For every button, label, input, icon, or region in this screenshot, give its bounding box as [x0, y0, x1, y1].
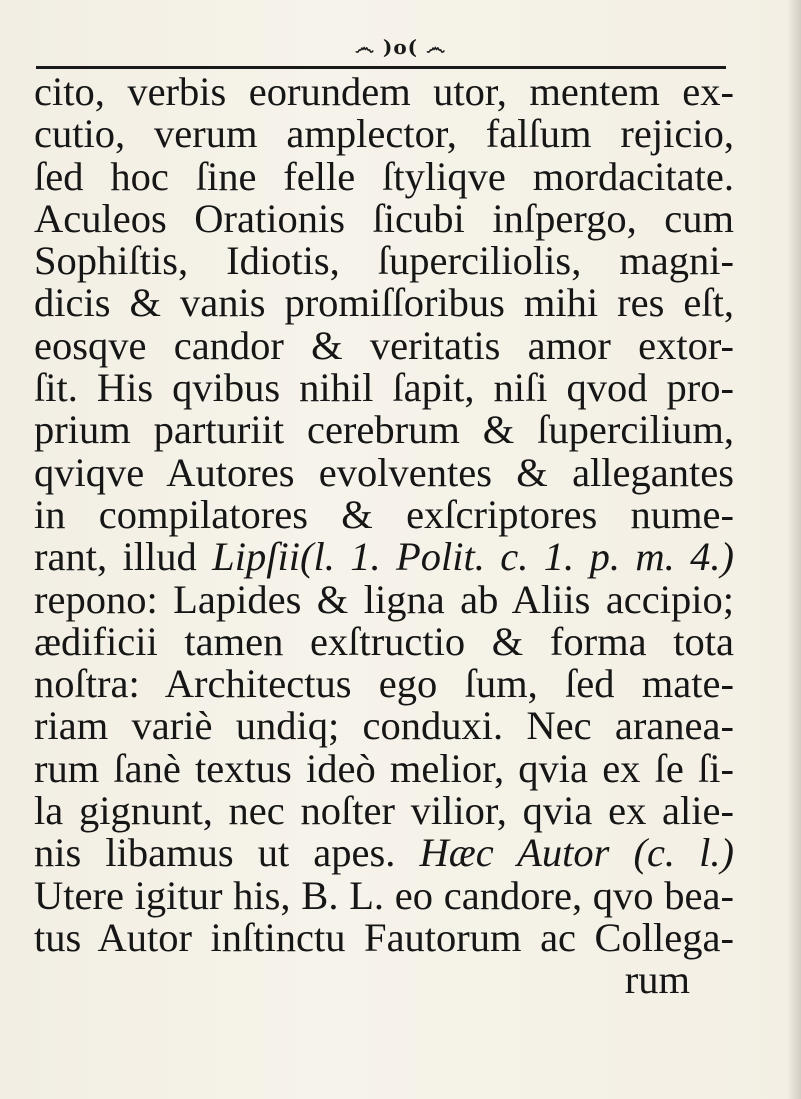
text-line: la gignunt, nec noſter vilior, qvia ex alie- [34, 788, 734, 834]
text-line: ſed hoc ſine felle ſtyliqve mordacitate. [34, 153, 734, 199]
text-line: cutio, verum amplector, falſum rejicio, [34, 111, 734, 157]
text-line: Sophiſtis, Idiotis, ſuperciliolis, magni- [34, 238, 734, 284]
text-line: Aculeos Orationis ſicubi inſpergo, cum [34, 195, 734, 241]
text-line: prium parturiit cerebrum & ſupercilium, [34, 407, 734, 453]
citation-reference: (c. l.) [633, 830, 735, 876]
catchword: rum [624, 957, 690, 1003]
page-edge-shadow [787, 0, 801, 1099]
text-line: cito, verbis eorundem utor, mentem ex- [34, 69, 734, 114]
text-line: Utere igitur his, B. L. eo candore, qvo bea- [34, 872, 734, 918]
text-line: dicis & vanis promiſſoribus mihi res eſt, [34, 280, 734, 326]
text-line: riam variè undiq; conduxi. Nec aranea- [34, 703, 734, 749]
line-text: nis libamus ut apes. [34, 830, 396, 876]
header-ornament: ෴ )o( ෴ [354, 35, 447, 59]
text-line: rum ſanè textus ideò melior, qvia ex ſe ſi- [34, 745, 734, 791]
text-line-with-citation [34, 832, 734, 874]
text-line: ſit. His qvibus nihil ſapit, niſi qvod pro- [34, 365, 734, 411]
text-line: in compilatores & exſcriptores nume- [34, 491, 734, 537]
line-text: rant, illud [34, 534, 197, 580]
text-line: repono: Lapides & ligna ab Aliis accipio; [34, 576, 734, 622]
text-line: ædificii tamen exſtructio & forma tota [34, 618, 734, 664]
citation-author: Lipſii [212, 534, 300, 580]
text-line: noſtra: Architectus ego ſum, ſed mate- [34, 661, 734, 707]
citation-text: Hæc Autor [419, 830, 610, 876]
text-line: qviqve Autores evolventes & allegantes [34, 449, 734, 495]
text-line-with-citation [34, 536, 734, 578]
citation-reference: (l. 1. Polit. c. 1. p. m. 4.) [299, 534, 734, 580]
body-text [34, 71, 734, 1002]
text-line: eosqve candor & veritatis amor extor- [34, 322, 734, 368]
text-line: tus Autor inſtinctu Fautorum ac Collega- [34, 914, 734, 960]
